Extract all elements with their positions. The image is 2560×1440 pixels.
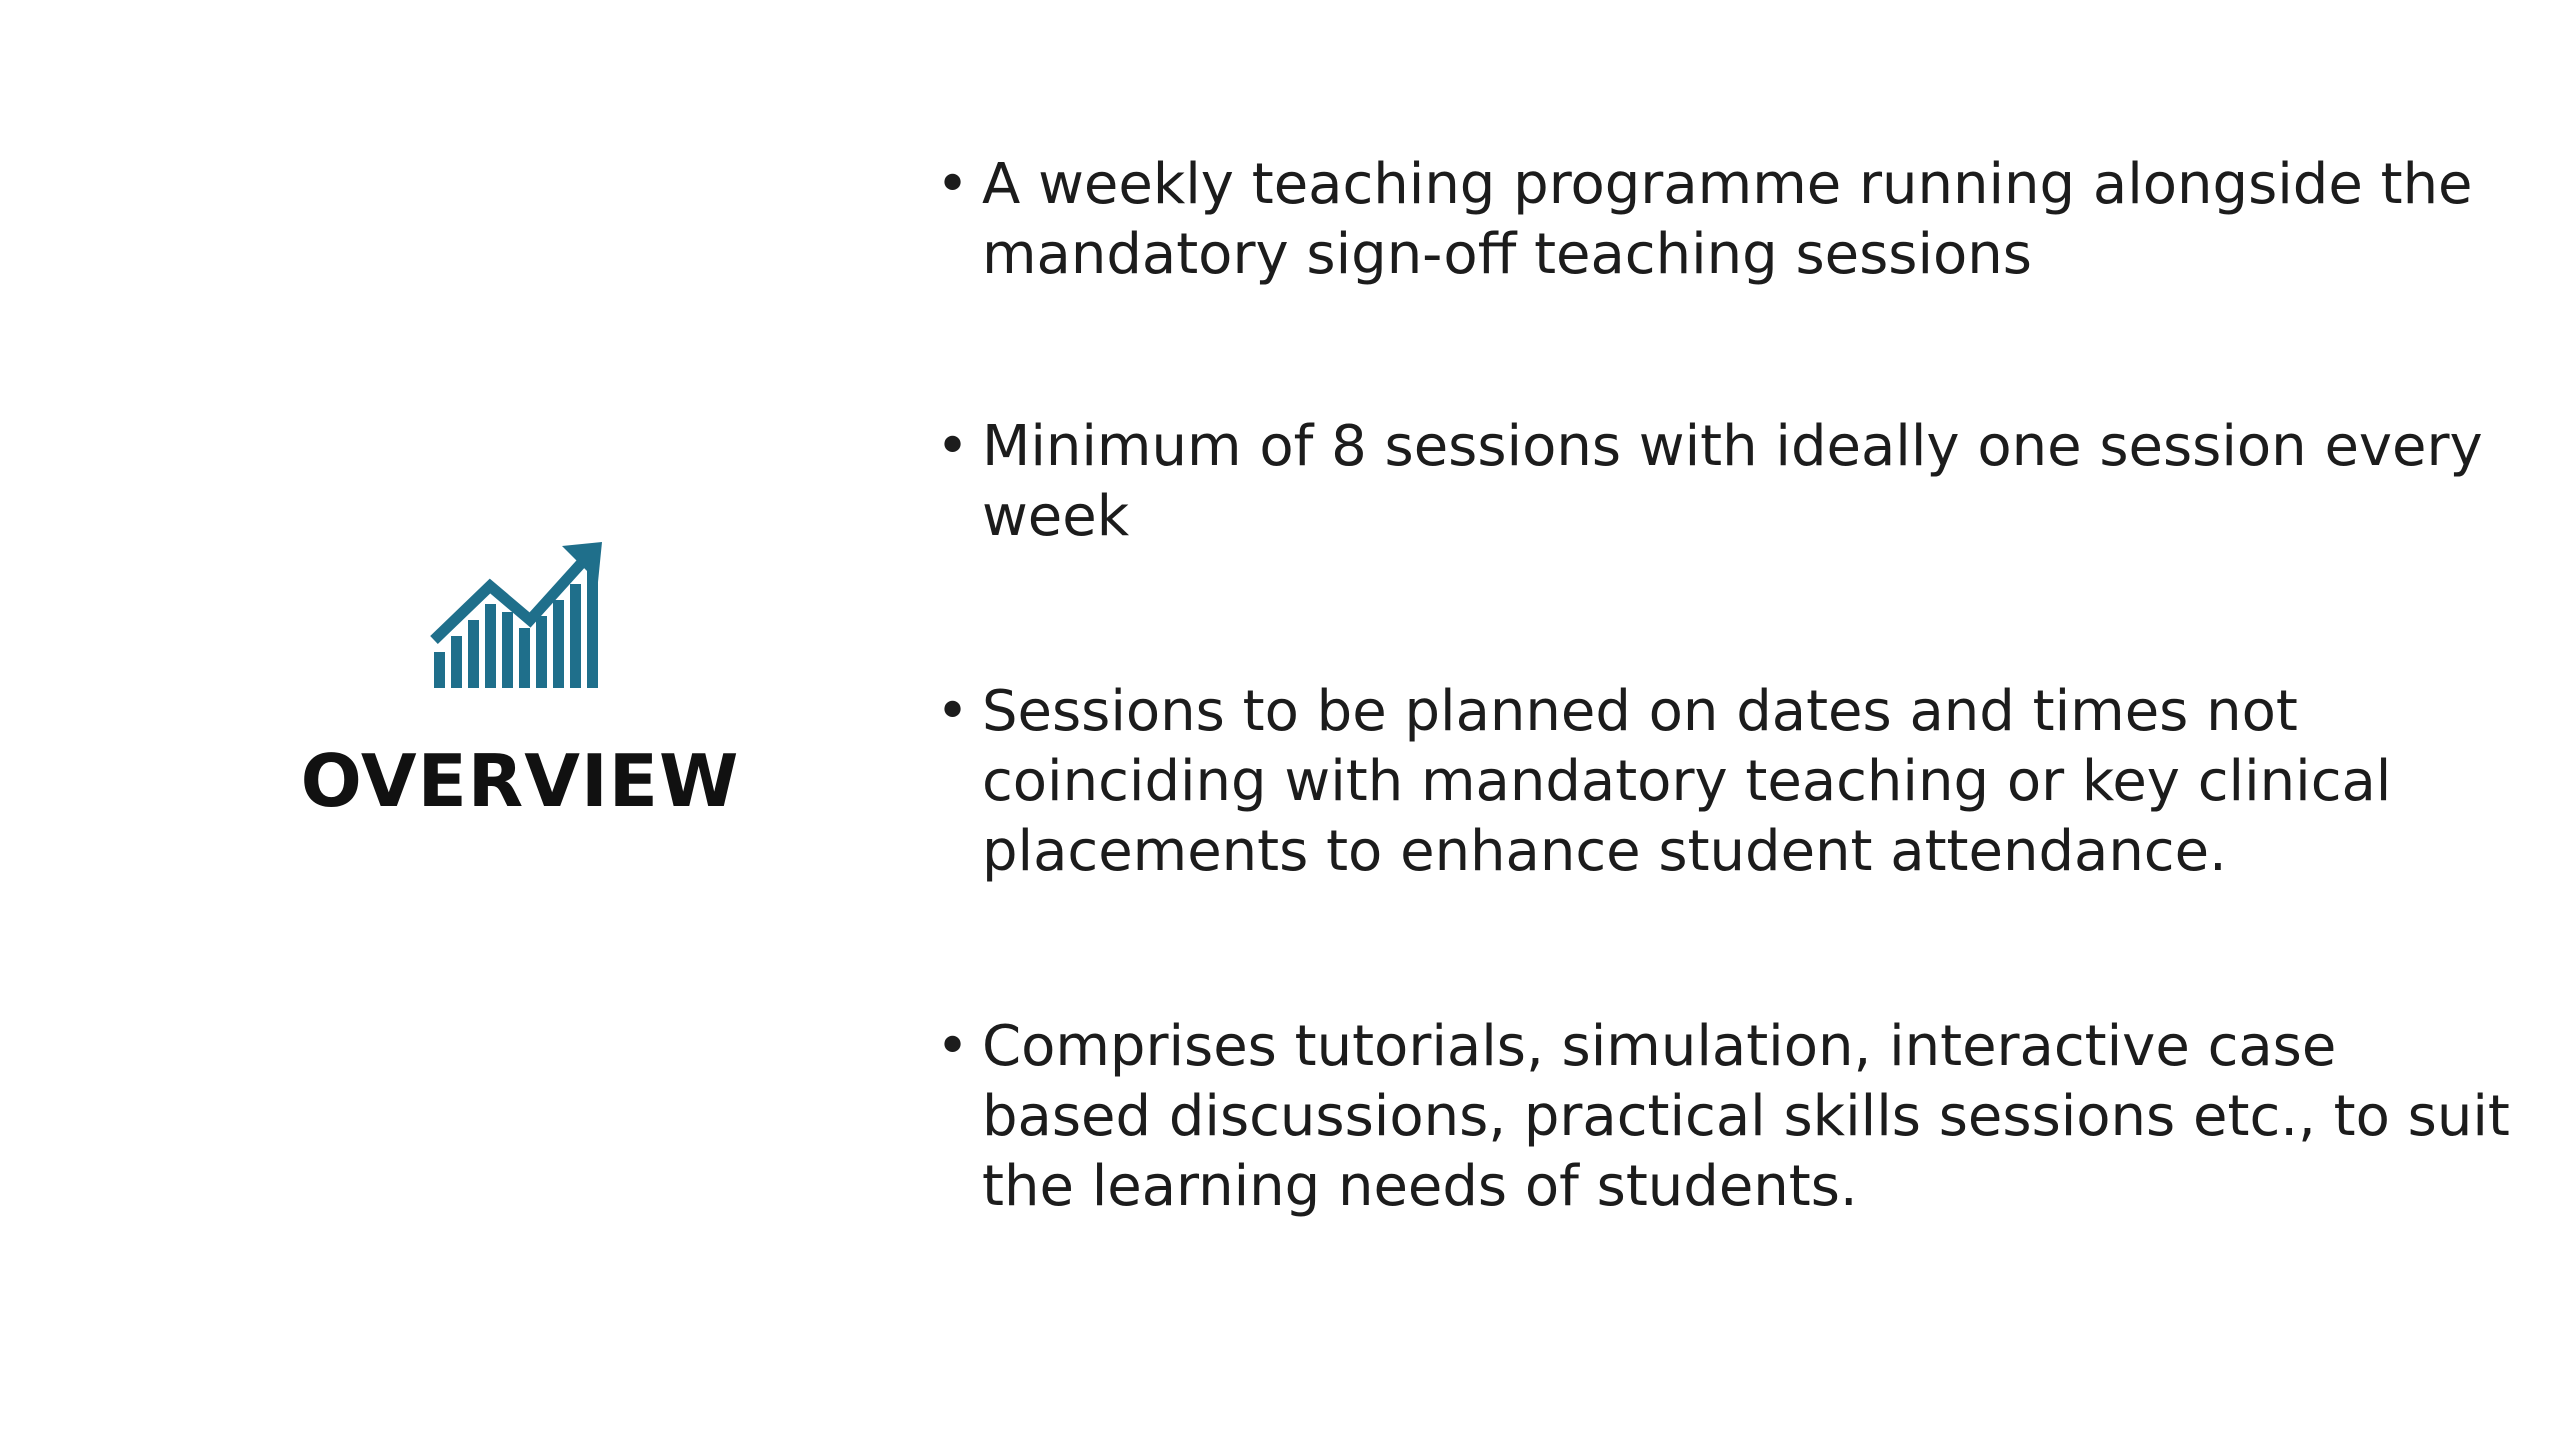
bullet-item bbox=[930, 677, 2510, 887]
bullet-marker: • bbox=[936, 1014, 970, 1079]
bullet-item bbox=[930, 1012, 2510, 1222]
growth-chart-icon bbox=[430, 540, 606, 690]
bullet-item bbox=[930, 412, 2510, 552]
slide-title: OVERVIEW bbox=[300, 739, 740, 823]
bullet-marker: • bbox=[936, 152, 970, 217]
bullet-text: Comprises tutorials, simulation, interactive case based discussions, practical skills sessions etc., to suit the learning needs of students. bbox=[982, 1014, 2510, 1219]
bullet-marker: • bbox=[936, 679, 970, 744]
bullet-text: A weekly teaching programme running alongside the mandatory sign-off teaching sessions bbox=[982, 152, 2473, 287]
bullet-item bbox=[930, 150, 2510, 290]
bullet-text: Sessions to be planned on dates and times not coinciding with mandatory teaching or key clinical placements to enhance student attendance. bbox=[982, 679, 2392, 884]
bullet-marker: • bbox=[936, 414, 970, 479]
overview-panel bbox=[300, 530, 740, 850]
bullet-text: Minimum of 8 sessions with ideally one session every week bbox=[982, 414, 2483, 549]
